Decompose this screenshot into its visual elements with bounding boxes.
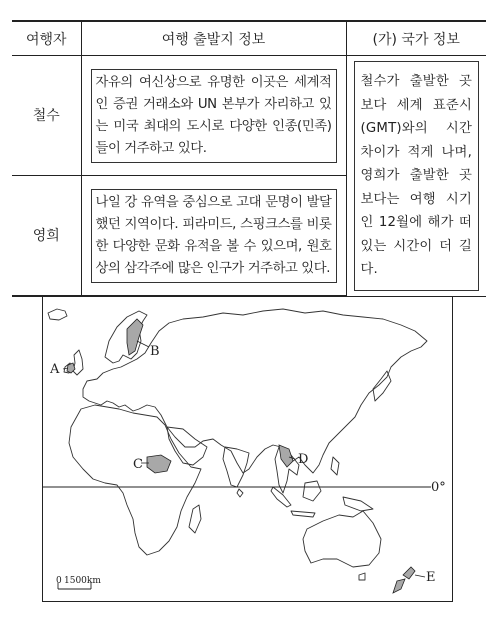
equator-label: 0° — [431, 480, 446, 495]
traveler-name: 철수 — [12, 56, 81, 176]
header-country-info: (가) 국가 정보 — [346, 21, 486, 56]
java-landmass — [291, 511, 315, 517]
region-d-highlight — [279, 445, 293, 467]
india-landmass — [223, 447, 249, 487]
scandinavia-landmass — [105, 311, 147, 363]
australia-landmass — [303, 511, 381, 567]
travel-info-table — [12, 20, 486, 297]
arabia-landmass — [167, 427, 207, 465]
header-origin-info: 여행 출발지 정보 — [81, 21, 346, 56]
iceland-landmass — [48, 309, 67, 320]
scale-zero: 0 — [56, 576, 62, 586]
scale-bar — [56, 576, 101, 589]
region-e-highlight — [393, 567, 415, 593]
header-traveler: 여행자 — [12, 21, 81, 56]
map-svg — [43, 297, 452, 601]
tasmania-landmass — [359, 573, 365, 580]
pointer-e — [415, 575, 425, 577]
britain-landmass — [73, 350, 83, 375]
africa-landmass — [69, 405, 201, 555]
japan-landmass — [373, 371, 391, 401]
newguinea-landmass — [343, 497, 373, 511]
borneo-landmass — [303, 481, 321, 501]
country-description: 철수가 출발한 곳보다 세계 표준시(GMT)와의 시간 차이가 적게 나며, 영희가 출발한 곳보다는 여행 시기인 12월에 해가 떠 있는 시간이 더 길다. — [354, 61, 480, 291]
label-d: D — [298, 452, 309, 467]
label-b: B — [150, 344, 160, 359]
philippines-landmass — [331, 457, 339, 475]
pointer-b — [137, 341, 149, 347]
scale-distance: 1500km — [64, 576, 101, 586]
origin-description: 자유의 여신상으로 유명한 이곳은 세계적인 증권 거래소와 UN 본부가 자리하고 있는 미국 최대의 도시로 다양한 인종(민족)들이 거주하고 있다. — [91, 69, 337, 163]
madagascar-landmass — [189, 505, 201, 533]
label-c: C — [133, 457, 143, 472]
srilanka-landmass — [237, 489, 243, 497]
traveler-name: 영희 — [12, 175, 81, 296]
label-e: E — [426, 570, 436, 585]
region-c-highlight — [147, 455, 171, 473]
world-map — [42, 296, 453, 602]
table-row — [12, 56, 486, 176]
origin-description: 나일 강 유역을 중심으로 고대 문명이 발달했던 지역이다. 피라미드, 스핑크스를 비롯한 다양한 문화 유적을 볼 수 있으며, 원호상의 삼각주에 많은 인구가 거주하고 있다. — [91, 189, 337, 283]
label-a: A — [50, 362, 60, 377]
